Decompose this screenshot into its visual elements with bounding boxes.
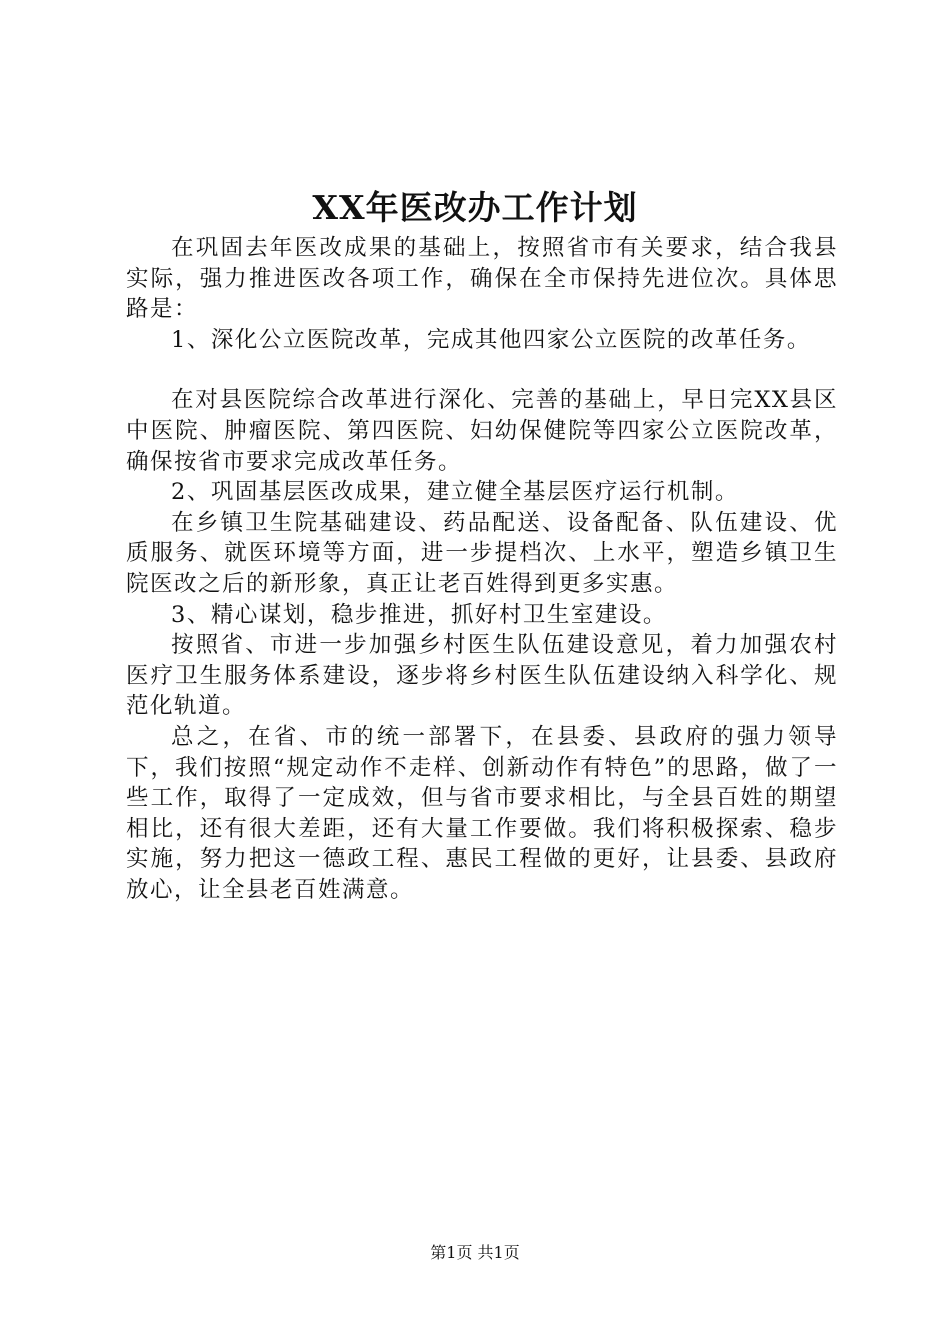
- conclusion-paragraph: 总之，在省、市的统一部署下，在县委、县政府的强力领导下，我们按照“规定动作不走样、创新动作有特色”的思路，做了一些工作，取得了一定成效，但与省市要求相比，与全县百姓的期望相比，还有很大差距，还有大量工作要做。我们将积极探索、稳步实施，努力把这一德政工程、惠民工程做的更好，让县委、县政府放心，让全县老百姓满意。: [126, 723, 838, 903]
- blank-line: [126, 355, 838, 385]
- document-body: [126, 233, 838, 905]
- item-3-paragraph: 按照省、市进一步加强乡村医生队伍建设意见，着力加强农村医疗卫生服务体系建设，逐步将乡村医生队伍建设纳入科学化、规范化轨道。: [126, 632, 838, 720]
- item-2-paragraph: 在乡镇卫生院基础建设、药品配送、设备配备、队伍建设、优质服务、就医环境等方面，进一步提档次、上水平，塑造乡镇卫生院医改之后的新形象，真正让老百姓得到更多实惠。: [126, 509, 838, 597]
- document-title: XX年医改办工作计划: [312, 188, 638, 227]
- intro-paragraph: 在巩固去年医改成果的基础上，按照省市有关要求，结合我县实际，强力推进医改各项工作，确保在全市保持先进位次。具体思路是：: [126, 235, 838, 323]
- item-1-heading: 1、深化公立医院改革，完成其他四家公立医院的改革任务。: [171, 326, 811, 353]
- item-1-paragraph: 在对县医院综合改革进行深化、完善的基础上，早日完XX县区中医院、肿瘤医院、第四医院、妇幼保健院等四家公立医院改革，确保按省市要求完成改革任务。: [126, 387, 838, 475]
- item-2-heading: 2、巩固基层医改成果，建立健全基层医疗运行机制。: [171, 479, 739, 506]
- page-number-footer: 第1页 共1页: [430, 1243, 520, 1262]
- item-3-heading: 3、精心谋划，稳步推进，抓好村卫生室建设。: [171, 601, 667, 628]
